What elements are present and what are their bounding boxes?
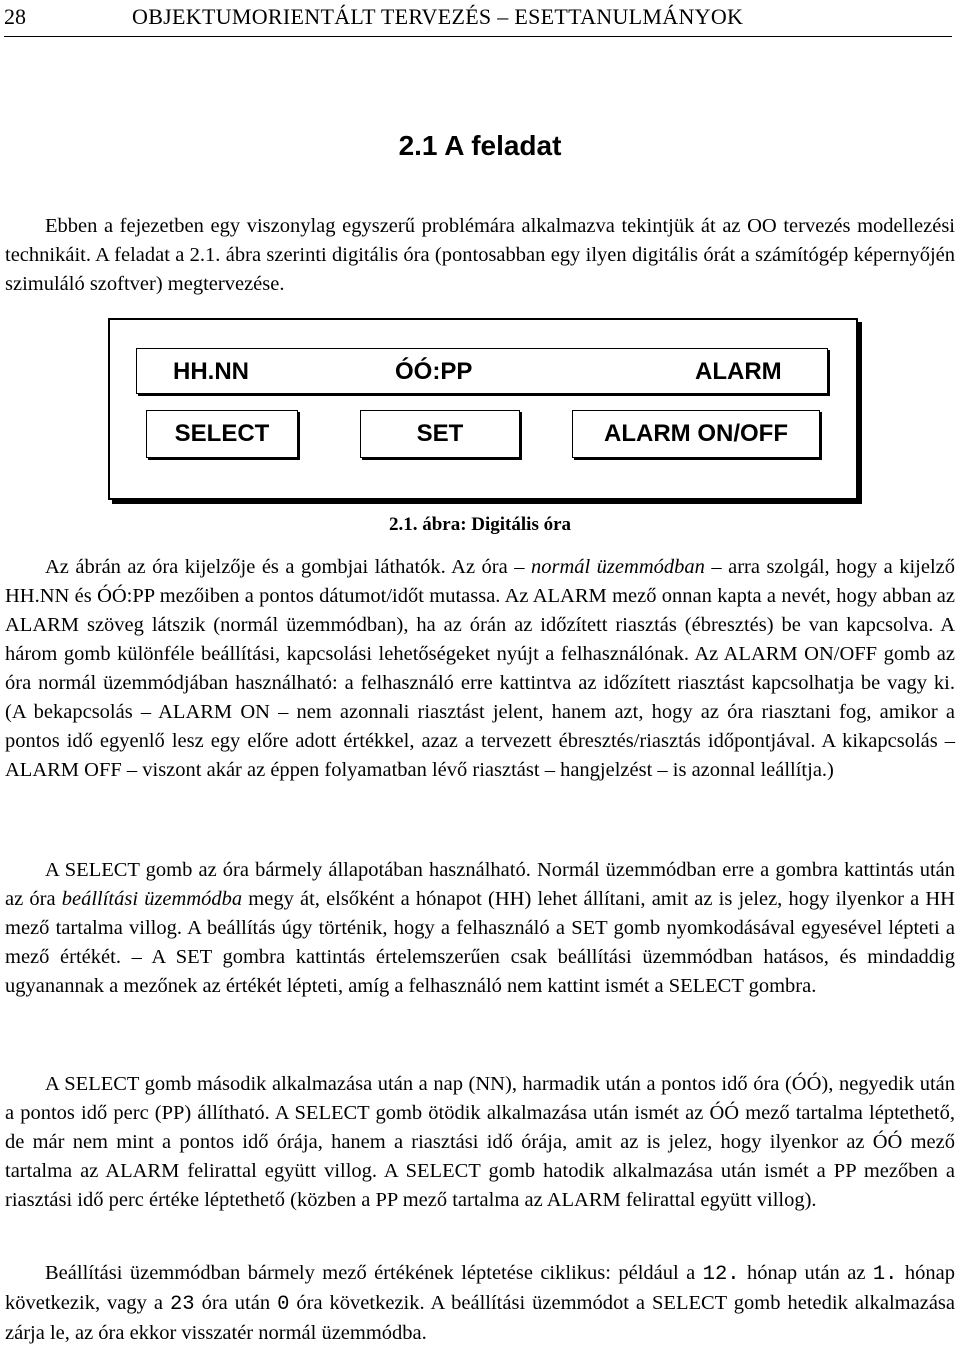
paragraph-select-button	[5, 856, 955, 1001]
display-oo-pp: ÓÓ:PP	[395, 358, 473, 385]
display-hh-nn: HH.NN	[173, 358, 249, 385]
text: Beállítási üzemmódban bármely mező értékének léptetése ciklikus: például a	[45, 1262, 703, 1284]
text: Az ábrán az óra kijelzője és a gombjai láthatók. Az óra –	[45, 556, 531, 578]
text: óra következik. A beállítási üzemmódot a SELECT gomb hetedik alkalmazása zárja le, az óra ekkor visszatér normál üzemmódba.	[5, 1292, 955, 1344]
code-value: 0	[277, 1293, 290, 1316]
text: óra után	[194, 1292, 278, 1314]
page-header	[4, 0, 952, 37]
figure-caption: 2.1. ábra: Digitális óra	[388, 514, 572, 535]
text: megy át, elsőként a hónapot (HH) lehet állítani, amit az is jelez, hogy ilyenkor a HH mező tartalma villog. A beállítás úgy történik, hogy a felhasználó a SET gomb nyomkodásával egyesével lépteti a mező értékét. – A SET gombra kattintás értelemszerűen csak beállítási üzemmódban hatásos, és mindaddig ugyanannak a mezőnek az értékét lépteti, amíg a felhasználó nem kattint ismét a SELECT gombra.	[5, 888, 955, 997]
page-number: 28	[4, 4, 26, 29]
set-button[interactable]: SET	[360, 410, 520, 458]
intro-paragraph: Ebben a fejezetben egy viszonylag egyszerű problémára alkalmazva tekintjük át az OO tervezés modellezési technikáit. A feladat a 2.1. ábra szerinti digitális óra (pontosabban egy ilyen digitális órát a számítógép képernyőjén szimuláló szoftver) megtervezése.	[5, 215, 955, 295]
clock-display	[136, 348, 828, 394]
code-value: 23	[170, 1293, 195, 1316]
text: – arra szolgál, hogy a kijelző HH.NN és ÓÓ:PP mezőiben a pontos dátumot/időt mutassa. Az ALARM mező onnan kapta a nevét, hogy abban az ALARM szöveg látszik (normál üzemmódban), ha az órán az időzített riasztás (ébresztés) be van kapcsolva. A három gomb különféle beállítási, kapcsolási lehetőségeket nyújt a felhasználónak. Az ALARM ON/OFF gomb az óra normál üzemmódjában használható: a felhasználó erre kattintva az időzített riasztást kapcsolhatja be vagy ki. (A bekapcsolás – ALARM ON – nem azonnali riasztást jelent, hanem azt, hogy az óra riasztani fog, amikor a pontos idő egyenlő lesz egy előre adott értékkel, azaz a tervezett ébresztés/riasztás időpontjával. A kikapcsolás – ALARM OFF – viszont akár az éppen folyamatban lévő riasztást – hangjelzést – is azonnal leállítja.)	[5, 556, 955, 781]
display-alarm: ALARM	[695, 358, 782, 385]
code-value: 12.	[702, 1263, 740, 1286]
emphasis: beállítási üzemmódba	[61, 888, 243, 910]
paragraph-cyclic-stepping	[5, 1259, 955, 1348]
digital-clock-figure	[108, 318, 858, 500]
alarm-onoff-button[interactable]: ALARM ON/OFF	[572, 410, 820, 458]
select-button[interactable]: SELECT	[146, 410, 298, 458]
code-value: 1.	[872, 1263, 898, 1286]
paragraph-select-sequence: A SELECT gomb második alkalmazása után a nap (NN), harmadik után a pontos idő óra (ÓÓ), negyedik után a pontos idő perc (PP) állítható. A SELECT gomb ötödik alkalmazása után ismét az ÓÓ mező tartalma léptethető, de már nem mint a pontos idő órája, hanem a riasztási idő órája, amit az is jelez, hogy ilyenkor az ÓÓ mező tartalma az ALARM felirattal együtt villog. A SELECT gomb hatodik alkalmazása után ismét a PP mezőben a riasztási idő perc értéke léptethető (közben a PP mező tartalma az ALARM felirattal együtt villog).	[5, 1073, 955, 1211]
text: hónap következik, vagy a	[5, 1262, 955, 1314]
section-title: 2.1 A feladat	[398, 130, 562, 161]
text: hónap után az	[739, 1262, 873, 1284]
emphasis: normál üzemmódban	[530, 556, 705, 578]
text: A SELECT gomb az óra bármely állapotában használható. Normál üzemmódban erre a gombra kattintás után az óra	[5, 859, 955, 910]
running-title: OBJEKTUMORIENTÁLT TERVEZÉS – ESETTANULMÁNYOK	[132, 4, 744, 29]
paragraph-display-description	[5, 553, 955, 785]
